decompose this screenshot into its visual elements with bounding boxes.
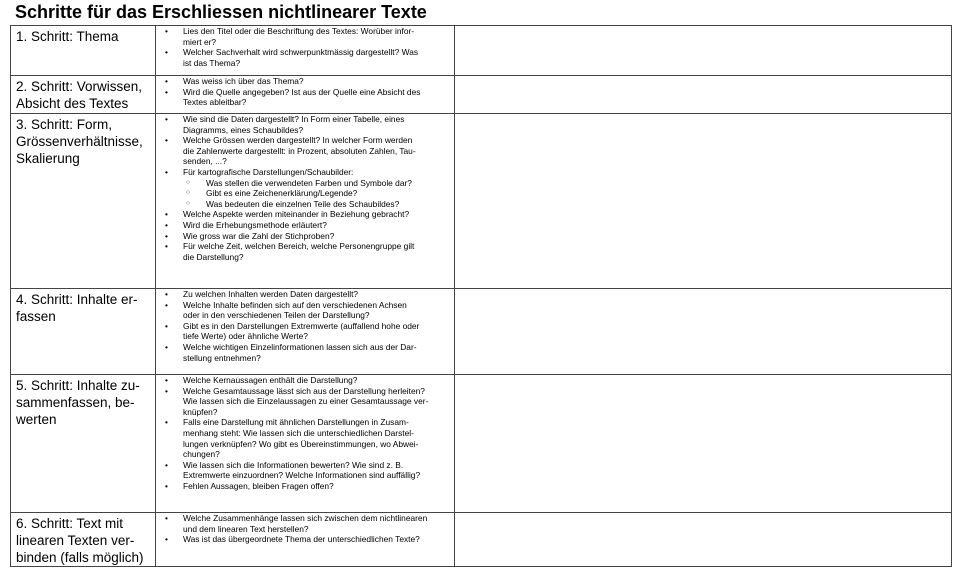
steps-table (10, 25, 952, 567)
question-list (156, 375, 450, 492)
question-item: • Was weiss ich über das Thema? (156, 76, 450, 87)
question-item: • Lies den Titel oder die Beschriftung des Textes: Worüber infor- miert er? (156, 26, 450, 47)
question-list (156, 289, 450, 363)
table-row (11, 289, 952, 375)
page-title: Schritte für das Erschliessen nichtlinearer Texte (15, 2, 427, 22)
table-row (11, 76, 952, 114)
question-list (156, 114, 450, 262)
notes-cell (455, 375, 952, 513)
notes-cell (455, 114, 952, 289)
sub-question-item: ○ Was bedeuten die einzelnen Teile des Schaubildes? (156, 199, 450, 210)
step-label: 2. Schritt: Vorwissen, Absicht des Textes (11, 76, 156, 114)
question-item: • Für kartografische Darstellungen/Schaubilder: (156, 167, 450, 178)
notes-cell (455, 513, 952, 567)
question-item: • Gibt es in den Darstellungen Extremwerte (auffallend hohe oder tiefe Werte) oder ähnliche Werte? (156, 321, 450, 342)
table-row (11, 114, 952, 289)
step-label: 1. Schritt: Thema (11, 26, 156, 76)
question-item: • Welche wichtigen Einzelinformationen lassen sich aus der Dar- stellung entnehmen? (156, 342, 450, 363)
question-item: • Fehlen Aussagen, bleiben Fragen offen? (156, 481, 450, 492)
questions-cell (156, 114, 455, 289)
question-item: • Wie gross war die Zahl der Stichproben? (156, 231, 450, 242)
questions-cell (156, 26, 455, 76)
question-item: • Was ist das übergeordnete Thema der unterschiedlichen Texte? (156, 534, 450, 545)
question-item: • Wie lassen sich die Informationen bewerten? Wie sind z. B. Extremwerte einzuordnen? Welche Informationen sind auffällig? (156, 460, 450, 481)
question-list (156, 26, 450, 68)
questions-cell (156, 76, 455, 114)
question-item: • Zu welchen Inhalten werden Daten dargestellt? (156, 289, 450, 300)
sub-question-item: ○ Gibt es eine Zeichenerklärung/Legende? (156, 188, 450, 199)
question-item: • Welche Kernaussagen enthält die Darstellung? (156, 375, 450, 386)
question-item: • Wird die Erhebungsmethode erläutert? (156, 220, 450, 231)
questions-cell (156, 289, 455, 375)
step-label: 4. Schritt: Inhalte er- fassen (11, 289, 156, 375)
question-item: • Welche Aspekte werden miteinander in Beziehung gebracht? (156, 209, 450, 220)
step-label: 3. Schritt: Form, Grössenverhältnisse, Skalierung (11, 114, 156, 289)
sub-question-item: ○ Was stellen die verwendeten Farben und Symbole dar? (156, 178, 450, 189)
question-list (156, 76, 450, 108)
question-list (156, 513, 450, 545)
notes-cell (455, 76, 952, 114)
question-item: • Welche Grössen werden dargestellt? In welcher Form werden die Zahlenwerte dargestellt: in Prozent, absoluten Zahlen, Tau- senden, ...? (156, 135, 450, 167)
notes-cell (455, 289, 952, 375)
step-label: 6. Schritt: Text mit linearen Texten ver- binden (falls möglich) (11, 513, 156, 567)
question-item: • Welche Gesamtaussage lässt sich aus der Darstellung herleiten? Wie lassen sich die Einzelaussagen zu einer Gesamtaussage ver- knüpfen? (156, 386, 450, 418)
notes-cell (455, 26, 952, 76)
step-label: 5. Schritt: Inhalte zu- sammenfassen, be- werten (11, 375, 156, 513)
question-item: • Falls eine Darstellung mit ähnlichen Darstellungen in Zusam- menhang steht: Wie lassen sich die unterschiedlichen Darstel- lungen verknüpfen? Wo gibt es Übereinstimmungen, wo Abwei- chungen? (156, 417, 450, 459)
table-row (11, 26, 952, 76)
question-item: • Welcher Sachverhalt wird schwerpunktmässig dargestellt? Was ist das Thema? (156, 47, 450, 68)
question-item: • Wird die Quelle angegeben? Ist aus der Quelle eine Absicht des Textes ableitbar? (156, 87, 450, 108)
table-row (11, 375, 952, 513)
table-row (11, 513, 952, 567)
question-item: • Welche Zusammenhänge lassen sich zwischen dem nichtlinearen und dem linearen Text herstellen? (156, 513, 450, 534)
question-item: • Welche Inhalte befinden sich auf den verschiedenen Achsen oder in den verschiedenen Teilen der Darstellung? (156, 300, 450, 321)
question-item: • Für welche Zeit, welchen Bereich, welche Personengruppe gilt die Darstellung? (156, 241, 450, 262)
questions-cell (156, 513, 455, 567)
question-item: • Wie sind die Daten dargestellt? In Form einer Tabelle, eines Diagramms, eines Schaubildes? (156, 114, 450, 135)
questions-cell (156, 375, 455, 513)
